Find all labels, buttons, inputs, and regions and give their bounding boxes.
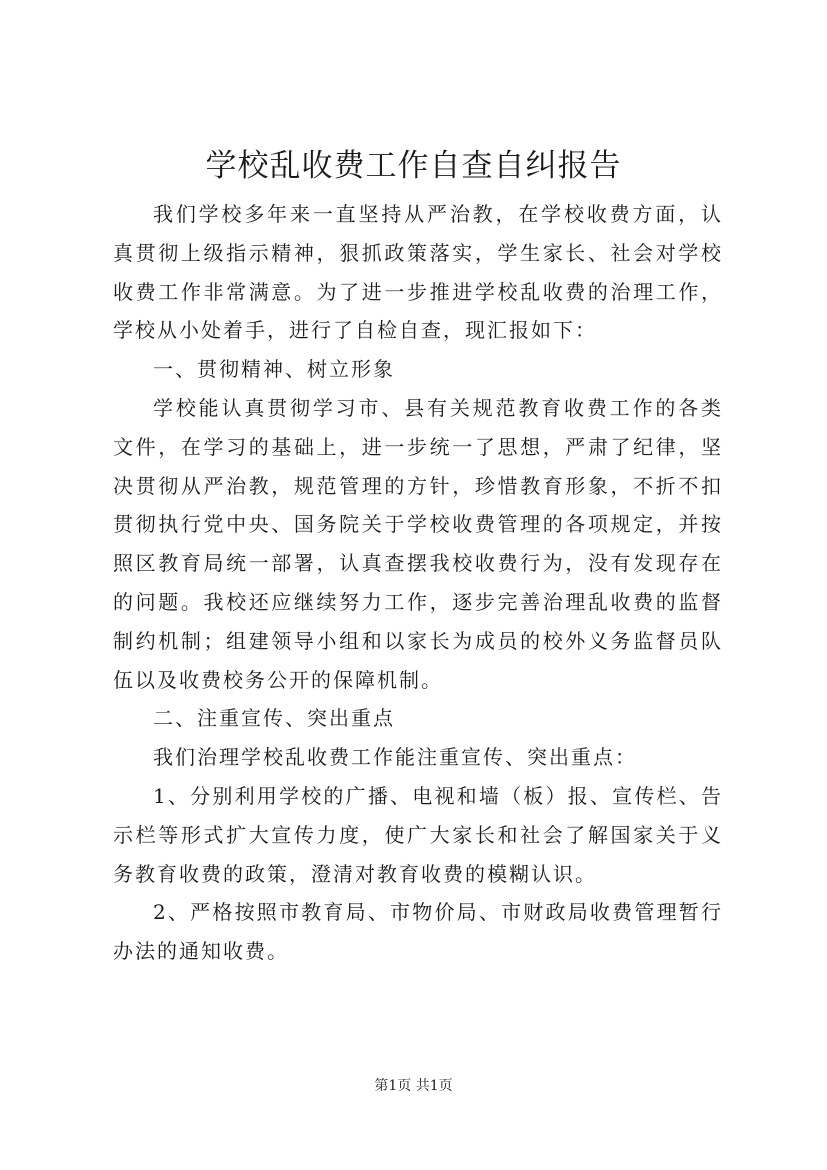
paragraph-section-1: 学校能认真贯彻学习市、县有关规范教育收费工作的各类文件，在学习的基础上，进一步统一了思想，严肃了纪律，坚决贯彻从严治教，规范管理的方针，珍惜教育形象，不折不扣贯彻执行党中央、国务院关于学校收费管理的各项规定，并按照区教育局统一部署，认真查摆我校收费行为，没有发现存在的问题。我校还应继续努力工作，逐步完善治理乱收费的监督制约机制；组建领导小组和以家长为成员的校外义务监督员队伍以及收费校务公开的保障机制。 bbox=[113, 395, 723, 692]
list-item-2: 2、严格按照市教育局、市物价局、市财政局收费管理暂行办法的通知收费。 bbox=[113, 900, 723, 964]
document-body bbox=[113, 195, 723, 971]
list-item-1: 1、分别利用学校的广播、电视和墙（板）报、宣传栏、告示栏等形式扩大宣传力度，使广大家长和社会了解国家关于义务教育收费的政策，澄清对教育收费的模糊认识。 bbox=[113, 783, 723, 886]
page-footer: 第1页 共1页 bbox=[374, 1078, 453, 1094]
paragraph-intro: 我们学校多年来一直坚持从严治教，在学校收费方面，认真贯彻上级指示精神，狠抓政策落实，学生家长、社会对学校收费工作非常满意。为了进一步推进学校乱收费的治理工作，学校从小处着手，进行了自检自查，现汇报如下： bbox=[113, 202, 723, 343]
section-heading-1: 一、贯彻精神、树立形象 bbox=[153, 357, 395, 382]
section-heading-2: 二、注重宣传、突出重点 bbox=[153, 706, 395, 731]
document-title: 学校乱收费工作自查自纠报告 bbox=[205, 148, 622, 184]
paragraph-section-2-intro: 我们治理学校乱收费工作能注重宣传、突出重点： bbox=[153, 745, 637, 770]
